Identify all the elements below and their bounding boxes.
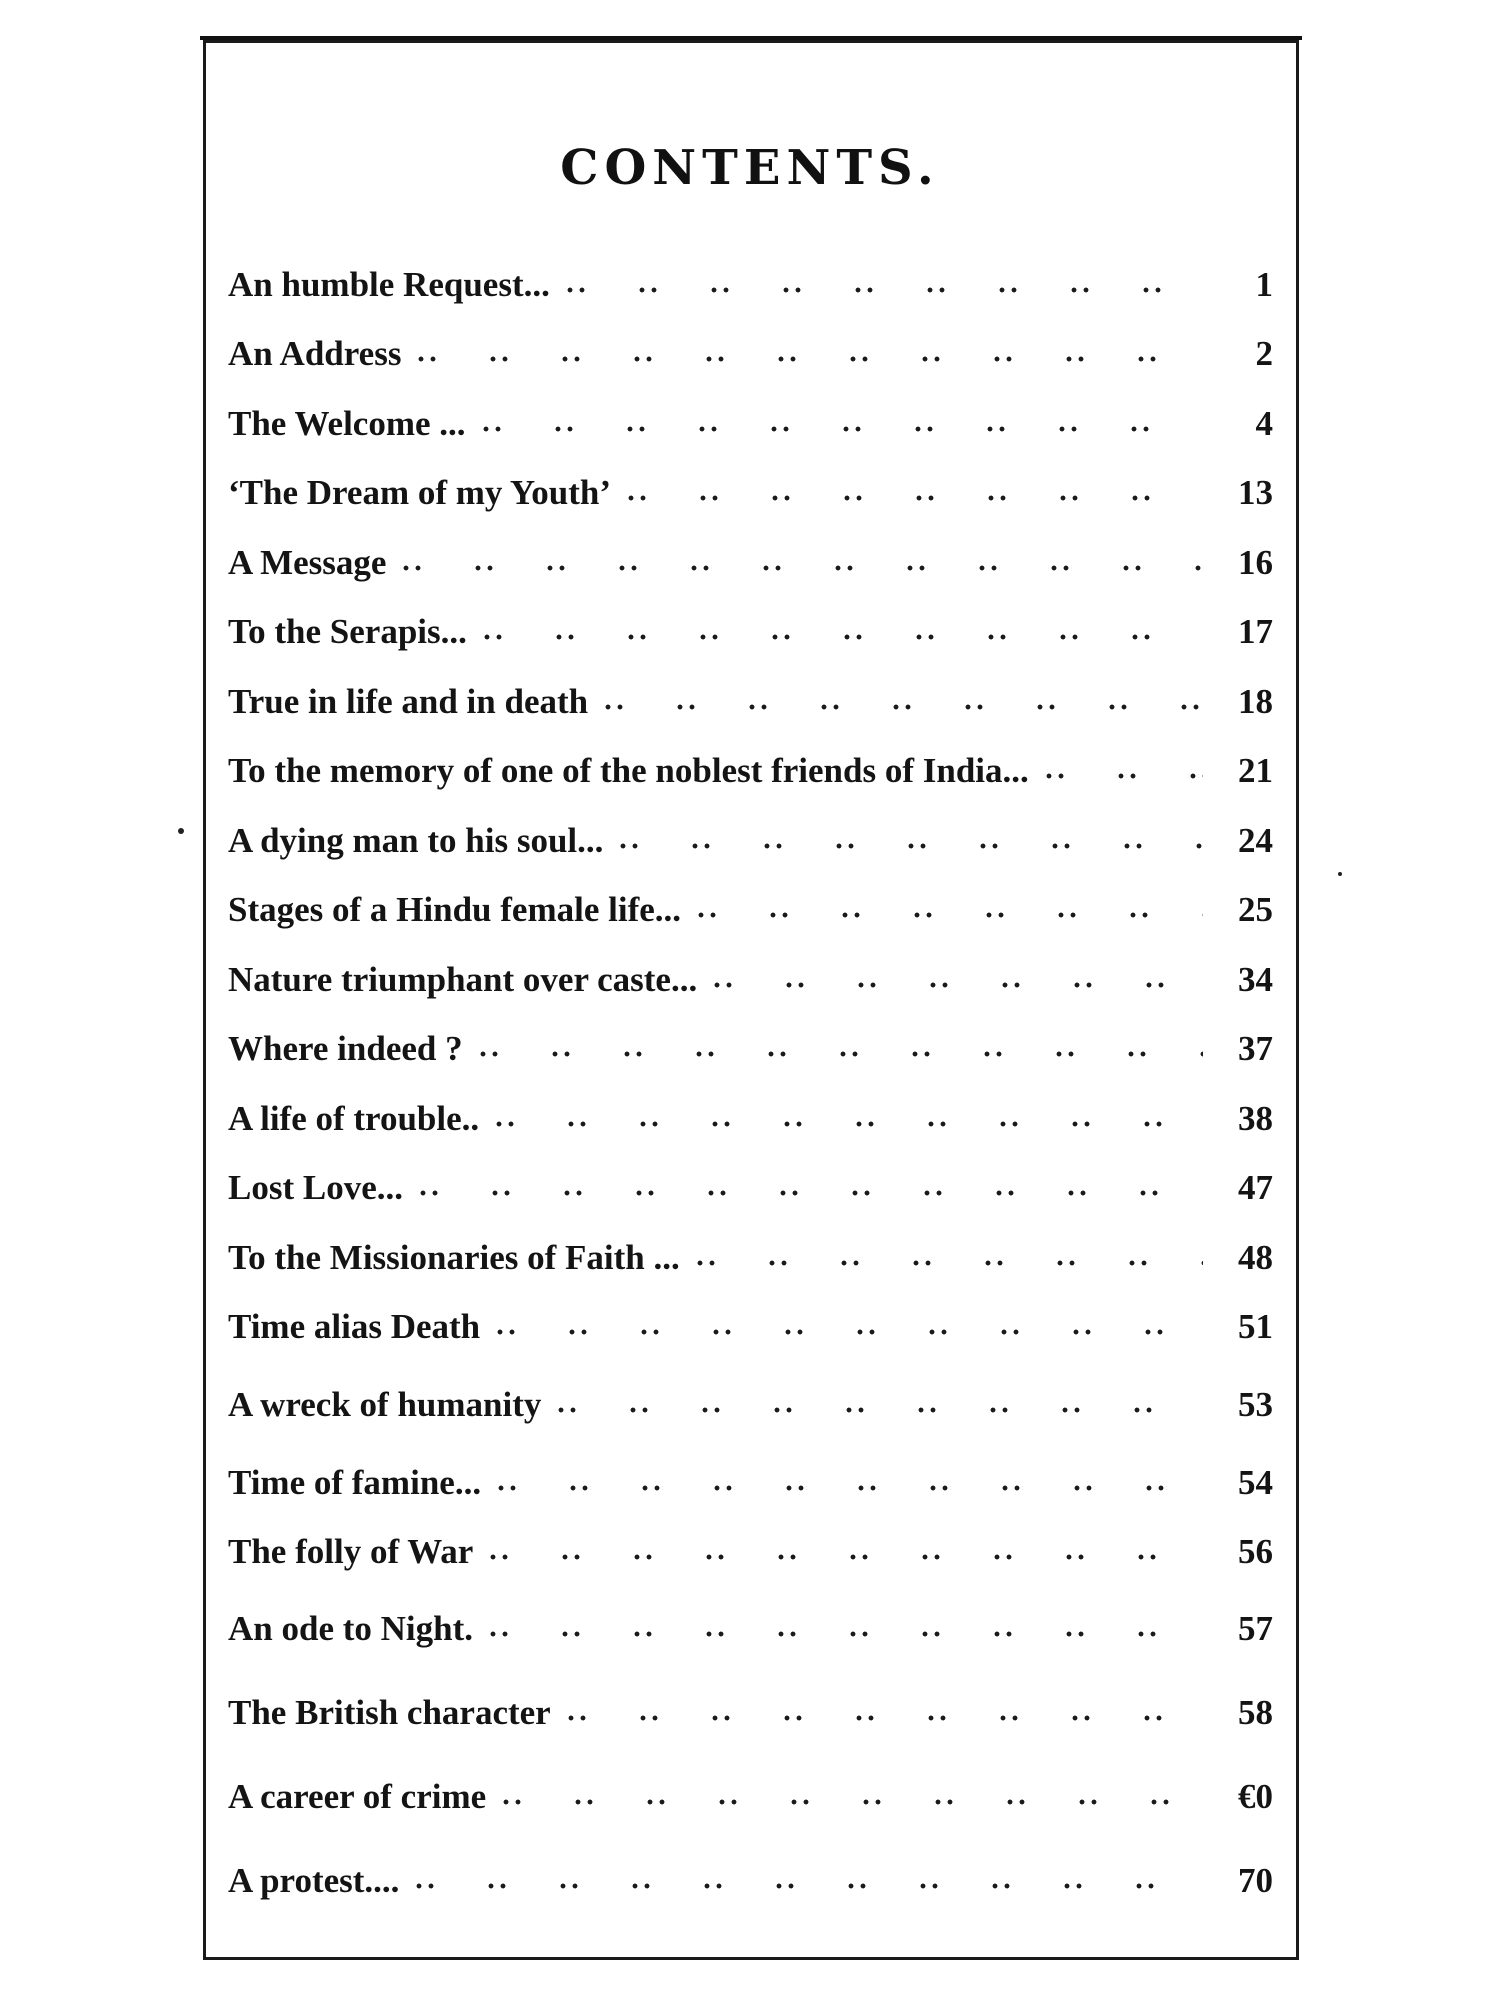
toc-entry: [228, 1154, 1273, 1224]
table-of-contents: [228, 250, 1273, 1923]
toc-entry: [228, 1755, 1273, 1839]
toc-entry-title: A career of crime: [228, 1777, 487, 1816]
dot-leader: [477, 1015, 1203, 1085]
toc-entry-title: The folly of War: [228, 1532, 474, 1572]
toc-entry: [228, 1362, 1273, 1448]
toc-entry: [228, 667, 1273, 737]
toc-entry-page-number: 56: [1238, 1532, 1273, 1572]
dot-leader: [417, 1154, 1203, 1224]
page-title: CONTENTS.: [560, 140, 940, 196]
toc-entry: [228, 1448, 1273, 1518]
toc-entry-page-number: 38: [1238, 1098, 1273, 1138]
toc-entry: [228, 945, 1273, 1015]
dot-leader: [494, 1293, 1203, 1363]
dot-leader: [400, 528, 1203, 598]
dot-leader: [413, 1839, 1203, 1923]
toc-entry-title: To the Missionaries of Faith ...: [228, 1237, 680, 1277]
toc-entry: [228, 806, 1273, 876]
dot-leader: [555, 1362, 1203, 1448]
toc-entry: [228, 1671, 1273, 1755]
dot-leader: [711, 945, 1203, 1015]
dot-leader: [495, 1448, 1203, 1518]
toc-entry-title: ‘The Dream of my Youth’: [228, 473, 612, 513]
toc-entry: [228, 1223, 1273, 1293]
toc-entry-page-number: 34: [1238, 959, 1273, 999]
toc-entry-title: The Welcome ...: [228, 403, 466, 443]
toc-entry-page-number: 57: [1238, 1609, 1273, 1648]
toc-entry: [228, 459, 1273, 529]
toc-entry-title: Lost Love...: [228, 1168, 403, 1208]
toc-entry-page-number: 17: [1238, 612, 1273, 652]
dot-leader: [1043, 737, 1203, 807]
toc-entry-page-number: 53: [1238, 1385, 1273, 1424]
dot-leader: [625, 459, 1203, 529]
toc-entry-page-number: 1: [1255, 264, 1273, 304]
dot-leader: [602, 667, 1203, 737]
toc-entry-page-number: 16: [1238, 542, 1273, 582]
toc-entry-page-number: 54: [1238, 1462, 1273, 1502]
toc-entry: [228, 1293, 1273, 1363]
toc-entry-title: Where indeed ?: [228, 1029, 463, 1069]
toc-entry-title: An Address: [228, 334, 402, 374]
dot-leader: [480, 389, 1203, 459]
toc-entry: [228, 320, 1273, 390]
toc-entry-title: An ode to Night.: [228, 1609, 474, 1648]
dot-leader: [500, 1755, 1203, 1839]
toc-entry: [228, 1587, 1273, 1671]
toc-entry: [228, 1084, 1273, 1154]
toc-entry-page-number: 13: [1238, 473, 1273, 513]
toc-entry-page-number: 4: [1255, 403, 1273, 443]
toc-entry-title: A dying man to his soul...: [228, 820, 604, 860]
toc-entry-page-number: 21: [1238, 751, 1273, 791]
dot-leader: [487, 1518, 1203, 1588]
toc-entry-page-number: 58: [1238, 1693, 1273, 1732]
toc-entry-title: Time alias Death: [228, 1307, 481, 1347]
dot-leader: [695, 876, 1203, 946]
toc-entry-title: To the Serapis...: [228, 612, 467, 652]
toc-entry-page-number: 37: [1238, 1029, 1273, 1069]
toc-entry-title: A wreck of humanity: [228, 1385, 542, 1424]
dot-leader: [487, 1587, 1203, 1671]
toc-entry-page-number: 18: [1238, 681, 1273, 721]
toc-entry-title: Time of famine...: [228, 1462, 482, 1502]
toc-entry-title: Nature triumphant over caste...: [228, 959, 698, 999]
toc-entry-page-number: 25: [1238, 890, 1273, 930]
toc-entry-title: A Message: [228, 542, 387, 582]
dot-leader: [415, 320, 1203, 390]
dot-leader: [493, 1084, 1203, 1154]
dot-leader: [481, 598, 1203, 668]
toc-entry: [228, 1015, 1273, 1085]
toc-entry: [228, 250, 1273, 320]
toc-entry-title: Stages of a Hindu female life...: [228, 890, 682, 930]
dot-leader: [694, 1223, 1203, 1293]
toc-entry-page-number: 48: [1238, 1237, 1273, 1277]
toc-entry-title: An humble Request...: [228, 264, 550, 304]
dot-leader: [617, 806, 1203, 876]
toc-entry: [228, 876, 1273, 946]
toc-entry-page-number: 70: [1238, 1861, 1273, 1900]
toc-entry-page-number: €0: [1238, 1777, 1273, 1816]
toc-entry: [228, 389, 1273, 459]
toc-entry-title: True in life and in death: [228, 681, 589, 721]
toc-entry: [228, 1518, 1273, 1588]
toc-entry-page-number: 51: [1238, 1307, 1273, 1347]
toc-entry-title: The British character: [228, 1693, 551, 1732]
stray-ink-dot: [1338, 872, 1342, 876]
toc-entry-title: To the memory of one of the noblest friends of India...: [228, 751, 1029, 791]
toc-entry: [228, 528, 1273, 598]
toc-entry: [228, 598, 1273, 668]
dot-leader: [564, 250, 1203, 320]
toc-entry: [228, 1839, 1273, 1923]
toc-entry: [228, 737, 1273, 807]
toc-entry-title: A life of trouble..: [228, 1098, 480, 1138]
dot-leader: [565, 1671, 1203, 1755]
toc-entry-page-number: 2: [1255, 334, 1273, 374]
toc-entry-title: A protest....: [228, 1861, 400, 1900]
stray-ink-dot: [178, 828, 184, 834]
toc-entry-page-number: 24: [1238, 820, 1273, 860]
toc-entry-page-number: 47: [1238, 1168, 1273, 1208]
